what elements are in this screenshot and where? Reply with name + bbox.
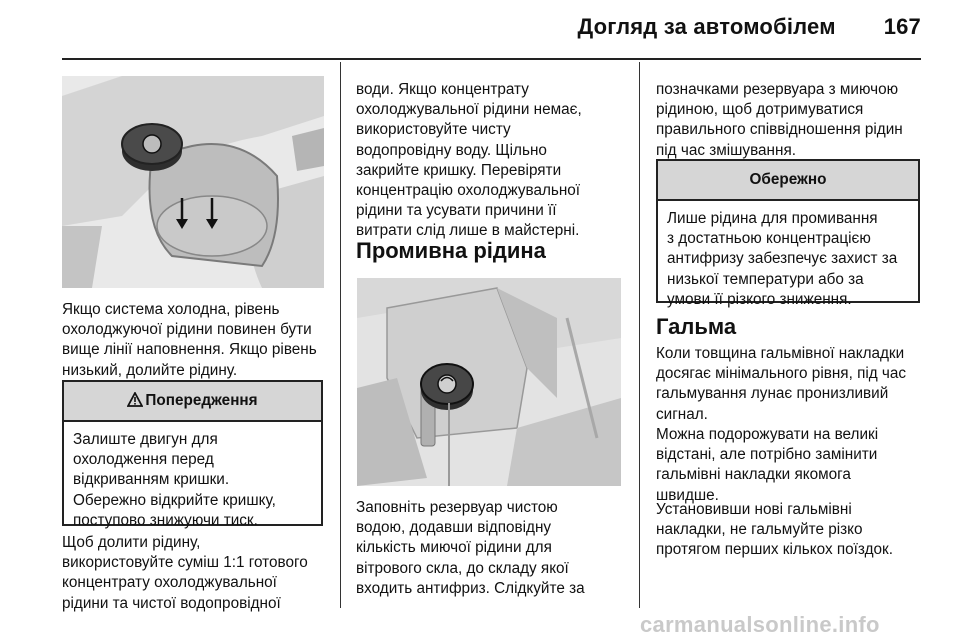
page-header xyxy=(0,14,921,40)
brakes-paragraph-1 xyxy=(656,344,920,425)
text-line: накладки, не гальмуйте різко xyxy=(656,521,863,539)
text-line: закрийте кришку. Перевіряти xyxy=(356,161,562,179)
text-line: відкриванням кришки. xyxy=(73,471,230,489)
coolant-reservoir-image xyxy=(62,76,324,288)
text-line: правильного співвідношення рідин xyxy=(656,121,903,139)
text-line: рідиною, щоб дотримуватися xyxy=(656,101,864,119)
text-line: сигнал. xyxy=(656,405,708,423)
text-line: Залиште двигун для xyxy=(73,431,218,448)
washer-reservoir-illustration xyxy=(357,278,621,486)
text-line: поступово знижуючи тиск. xyxy=(73,511,258,529)
text-line: Коли товщина гальмівної накладки xyxy=(656,345,905,362)
col1-text-block-2 xyxy=(62,533,325,614)
text-line: антифризу забезпечує захист за xyxy=(667,250,898,268)
text-line: рідини та чистої водопровідної xyxy=(62,594,281,612)
watermark: carmanualsonline.info xyxy=(640,612,880,637)
text-line: під час змішування. xyxy=(656,141,796,159)
text-line: низької температури або за xyxy=(667,270,864,288)
warning-triangle-icon xyxy=(127,392,143,407)
text-line: швидше. xyxy=(656,486,719,504)
text-line: Заповніть резервуар чистою xyxy=(356,499,558,516)
washer-reservoir-image xyxy=(357,278,621,486)
text-line: Можна подорожувати на великі xyxy=(656,426,879,443)
text-line: протягом перших кількох поїздок. xyxy=(656,541,893,559)
text-line: кількість миючої рідини для xyxy=(356,539,552,557)
text-line: концентрату охолоджувальної xyxy=(62,574,277,592)
text-line: гальмування лунає пронизливий xyxy=(656,385,889,403)
column-divider-1 xyxy=(340,62,341,608)
text-line: використовуйте чисту xyxy=(356,121,511,139)
brakes-paragraph-2 xyxy=(656,425,920,506)
text-line: Установивши нові гальмівні xyxy=(656,501,852,518)
text-line: вітрового скла, до складу якої xyxy=(356,559,569,577)
notice-header: Обережно xyxy=(658,161,918,201)
column-divider-2 xyxy=(639,62,640,608)
washer-fluid-heading: Промивна рідина xyxy=(356,238,546,263)
text-line: гальмівні накладки якомога xyxy=(656,466,851,484)
text-line: позначками резервуара з миючою xyxy=(656,81,899,98)
notice-box xyxy=(656,159,920,308)
warning-header xyxy=(64,382,321,422)
text-line: рідини та усувати причини її xyxy=(356,202,557,220)
text-line: води. Якщо концентрату xyxy=(356,81,529,98)
warning-body xyxy=(64,422,321,537)
text-line: концентрацію охолоджувальної xyxy=(356,182,581,200)
brakes-heading: Гальма xyxy=(656,314,737,339)
text-line: Обережно відкрийте кришку, xyxy=(73,491,276,509)
col2-text-block-2 xyxy=(356,498,622,599)
text-line: з достатньою концентрацією xyxy=(667,230,871,248)
text-line: Щоб долити рідину, xyxy=(62,534,201,551)
text-line: охолоджуючої рідини повинен бути xyxy=(62,321,312,339)
warning-box xyxy=(62,380,323,529)
text-line: досягає мінімального рівня, під час xyxy=(656,365,907,383)
text-line: умови її різкого зниження. xyxy=(667,290,852,308)
text-line: низький, долийте рідину. xyxy=(62,361,238,379)
text-line: використовуйте суміш 1:1 готового xyxy=(62,554,308,572)
page-number: 167 xyxy=(883,14,921,39)
section-title: Догляд за автомобілем xyxy=(577,14,836,39)
text-line: охолоджувальної рідини немає, xyxy=(356,101,582,119)
text-line: водопровідну воду. Щільно xyxy=(356,141,547,159)
text-line: охолодження перед xyxy=(73,451,214,469)
text-line: входить антифриз. Слідкуйте за xyxy=(356,579,585,597)
header-rule xyxy=(62,58,921,60)
text-line: відстані, але потрібно замінити xyxy=(656,446,878,464)
text-line: Лише рідина для промивання xyxy=(667,210,878,227)
text-line: водою, додавши відповідну xyxy=(356,519,552,537)
col1-text-block-1 xyxy=(62,300,325,381)
col2-text-block-1 xyxy=(356,80,622,242)
text-line: витрати слід лише в майстерні. xyxy=(356,222,580,240)
notice-body xyxy=(658,201,918,316)
text-line: Якщо система холодна, рівень xyxy=(62,301,280,318)
warning-title: Попередження xyxy=(145,392,258,409)
coolant-reservoir-illustration xyxy=(62,76,324,288)
col3-text-block-1 xyxy=(656,80,920,161)
text-line: вище лінії наповнення. Якщо рівень xyxy=(62,341,317,359)
brakes-paragraph-3 xyxy=(656,500,920,561)
